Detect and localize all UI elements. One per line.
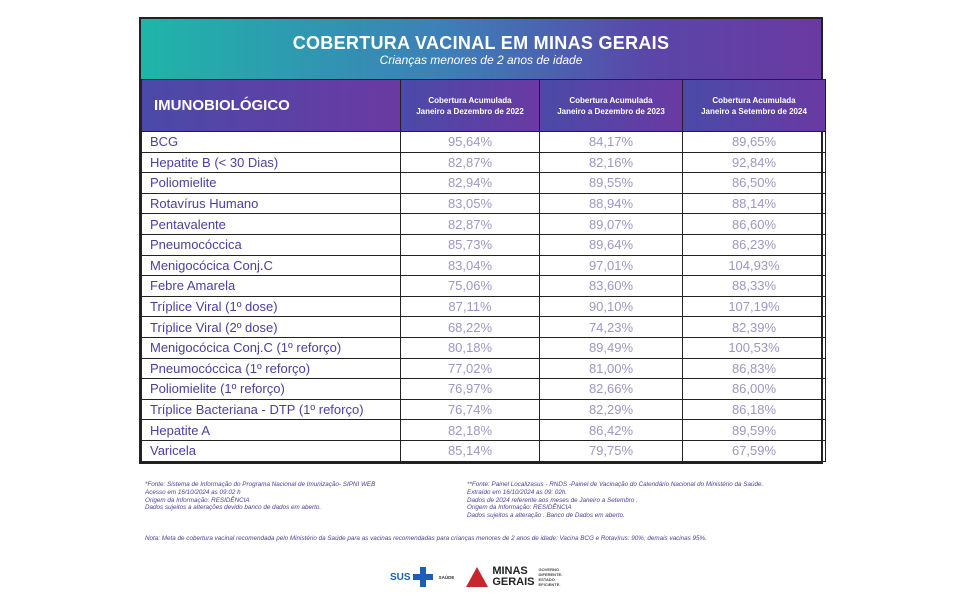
coverage-2022-cell: 83,05% <box>401 193 540 214</box>
coverage-2023-cell: 74,23% <box>540 317 683 338</box>
sus-logo <box>390 567 433 587</box>
vaccine-name-cell: Rotavírus Humano <box>142 193 401 214</box>
source-notes-right <box>467 481 827 520</box>
note-line: **Fonte: Painel Localizasus - RNDS -Painel de Vacinação do Calendário Nacional do Ministério da Saúde. <box>467 481 764 488</box>
table-body <box>142 132 826 462</box>
note-line: Origem da Informação: RESIDÊNCIA <box>145 496 250 504</box>
minas-gerais-wordmark <box>492 566 534 588</box>
sus-cross-icon <box>413 567 433 587</box>
coverage-table <box>141 79 826 462</box>
saude-label: SAÚDE <box>438 574 455 580</box>
vaccine-name-cell: Tríplice Viral (2º dose) <box>142 317 401 338</box>
slogan-line: DIFERENTE. <box>538 572 563 577</box>
vaccine-name-cell: Poliomielite <box>142 173 401 194</box>
vaccine-name-cell: Hepatite A <box>142 420 401 441</box>
table-row <box>142 420 826 441</box>
table-row <box>142 173 826 194</box>
table-row <box>142 255 826 276</box>
footer-logos <box>390 565 562 589</box>
vaccine-name-cell: Poliomielite (1º reforço) <box>142 379 401 400</box>
coverage-2022-cell: 87,11% <box>401 296 540 317</box>
slogan-line: ESTADO <box>538 577 555 582</box>
coverage-2022-cell: 76,97% <box>401 379 540 400</box>
table-row <box>142 399 826 420</box>
coverage-2022-cell: 77,02% <box>401 358 540 379</box>
page-subtitle: Crianças menores de 2 anos de idade <box>379 53 583 67</box>
sus-logo-text: SUS <box>390 571 411 583</box>
table-row <box>142 234 826 255</box>
vaccine-name-cell: Menigocócica Conj.C <box>142 255 401 276</box>
vaccine-name-cell: Pneumocóccica <box>142 234 401 255</box>
coverage-2022-cell: 76,74% <box>401 399 540 420</box>
coverage-2024-cell: 107,19% <box>683 296 826 317</box>
table-header-row <box>142 80 826 132</box>
column-header-2023-line2: Janeiro a Dezembro de 2023 <box>557 106 665 116</box>
coverage-2022-cell: 80,18% <box>401 337 540 358</box>
coverage-target-note: Nota: Meta de cobertura vacinal recomendada pelo Ministério da Saúde para as vacinas recomendadas para crianças menores de 2 anos de idade: Vacina BCG e Rotavírus: 90%; demais vacinas 95%. <box>145 535 707 542</box>
coverage-2023-cell: 84,17% <box>540 132 683 153</box>
coverage-2024-cell: 86,50% <box>683 173 826 194</box>
table-row <box>142 317 826 338</box>
page-title: COBERTURA VACINAL EM MINAS GERAIS <box>292 33 670 53</box>
coverage-2023-cell: 86,42% <box>540 420 683 441</box>
coverage-2022-cell: 82,87% <box>401 152 540 173</box>
table-row <box>142 193 826 214</box>
coverage-2023-cell: 89,07% <box>540 214 683 235</box>
note-line: *Fonte: Sistema de Informação do Programa Nacional de Imunização- SIPNI WEB <box>145 481 376 488</box>
column-header-2022-line1: Cobertura Acumulada <box>428 95 512 105</box>
minas-word: MINAS <box>492 565 528 577</box>
minas-gerais-logo <box>466 566 562 588</box>
vaccine-name-cell: Tríplice Bacteriana - DTP (1º reforço) <box>142 399 401 420</box>
coverage-2022-cell: 82,94% <box>401 173 540 194</box>
note-line: Dados sujeitos a alterações devido banco de dados em aberto. <box>145 504 322 512</box>
coverage-2022-cell: 68,22% <box>401 317 540 338</box>
vaccine-name-cell: Febre Amarela <box>142 276 401 297</box>
coverage-2023-cell: 79,75% <box>540 440 683 461</box>
coverage-2023-cell: 89,49% <box>540 337 683 358</box>
vaccine-name-cell: Hepatite B (< 30 Dias) <box>142 152 401 173</box>
vaccine-coverage-table-frame <box>139 17 823 464</box>
vaccine-name-cell: Tríplice Viral (1º dose) <box>142 296 401 317</box>
source-notes-left <box>145 481 445 512</box>
coverage-2023-cell: 82,16% <box>540 152 683 173</box>
coverage-2024-cell: 86,23% <box>683 234 826 255</box>
coverage-2022-cell: 85,73% <box>401 234 540 255</box>
vaccine-name-cell: Menigocócica Conj.C (1º reforço) <box>142 337 401 358</box>
title-banner <box>141 19 821 79</box>
coverage-2023-cell: 97,01% <box>540 255 683 276</box>
coverage-2023-cell: 89,64% <box>540 234 683 255</box>
minas-gerais-triangle-icon <box>466 567 488 587</box>
coverage-2024-cell: 89,65% <box>683 132 826 153</box>
table-row <box>142 379 826 400</box>
column-header-2022 <box>401 80 540 132</box>
column-header-2023 <box>540 80 683 132</box>
coverage-2024-cell: 89,59% <box>683 420 826 441</box>
coverage-2024-cell: 86,00% <box>683 379 826 400</box>
government-slogan <box>539 567 563 587</box>
column-header-2024-line2: Janeiro a Setembro de 2024 <box>701 106 807 116</box>
note-line: Acesso em 16/10/2024 as 09:02 h <box>145 488 241 496</box>
coverage-2022-cell: 83,04% <box>401 255 540 276</box>
slogan-line: EFICIENTE. <box>538 582 561 587</box>
coverage-2024-cell: 86,83% <box>683 358 826 379</box>
column-header-2024-line1: Cobertura Acumulada <box>712 95 796 105</box>
coverage-2022-cell: 95,64% <box>401 132 540 153</box>
column-header-immunobiological: IMUNOBIOLÓGICO <box>142 80 401 132</box>
coverage-2023-cell: 90,10% <box>540 296 683 317</box>
coverage-2023-cell: 82,29% <box>540 399 683 420</box>
coverage-2023-cell: 88,94% <box>540 193 683 214</box>
table-row <box>142 440 826 461</box>
table-row <box>142 276 826 297</box>
coverage-2023-cell: 89,55% <box>540 173 683 194</box>
note-line: Origem da Informação: RESIDÊNCIA <box>467 504 572 512</box>
coverage-2024-cell: 86,18% <box>683 399 826 420</box>
coverage-2023-cell: 81,00% <box>540 358 683 379</box>
coverage-2024-cell: 100,53% <box>683 337 826 358</box>
coverage-2022-cell: 75,06% <box>401 276 540 297</box>
note-line: Extraído em 16/10/2024 as 09: 02h. <box>467 488 568 496</box>
coverage-2022-cell: 85,14% <box>401 440 540 461</box>
coverage-2024-cell: 86,60% <box>683 214 826 235</box>
table-row <box>142 214 826 235</box>
coverage-2024-cell: 67,59% <box>683 440 826 461</box>
coverage-2023-cell: 82,66% <box>540 379 683 400</box>
column-header-2023-line1: Cobertura Acumulada <box>569 95 653 105</box>
coverage-2024-cell: 88,14% <box>683 193 826 214</box>
coverage-2022-cell: 82,18% <box>401 420 540 441</box>
coverage-2024-cell: 104,93% <box>683 255 826 276</box>
table-row <box>142 337 826 358</box>
coverage-2024-cell: 92,84% <box>683 152 826 173</box>
table-row <box>142 358 826 379</box>
coverage-2023-cell: 83,60% <box>540 276 683 297</box>
vaccine-name-cell: Pneumocóccica (1º reforço) <box>142 358 401 379</box>
vaccine-name-cell: Varicela <box>142 440 401 461</box>
table-row <box>142 132 826 153</box>
table-row <box>142 152 826 173</box>
coverage-2024-cell: 88,33% <box>683 276 826 297</box>
column-header-2024 <box>683 80 826 132</box>
coverage-2022-cell: 82,87% <box>401 214 540 235</box>
note-line: Dados de 2024 referente aos meses de Janeiro a Setembro . <box>467 496 638 504</box>
table-row <box>142 296 826 317</box>
slogan-line: GOVERNO <box>538 567 559 572</box>
column-header-2022-line2: Janeiro a Dezembro de 2022 <box>416 106 524 116</box>
note-line: Dados sujeitos a alteração . Banco de Dados em aberto. <box>467 512 625 520</box>
vaccine-name-cell: BCG <box>142 132 401 153</box>
vaccine-name-cell: Pentavalente <box>142 214 401 235</box>
gerais-word: GERAIS <box>492 576 535 588</box>
coverage-2024-cell: 82,39% <box>683 317 826 338</box>
